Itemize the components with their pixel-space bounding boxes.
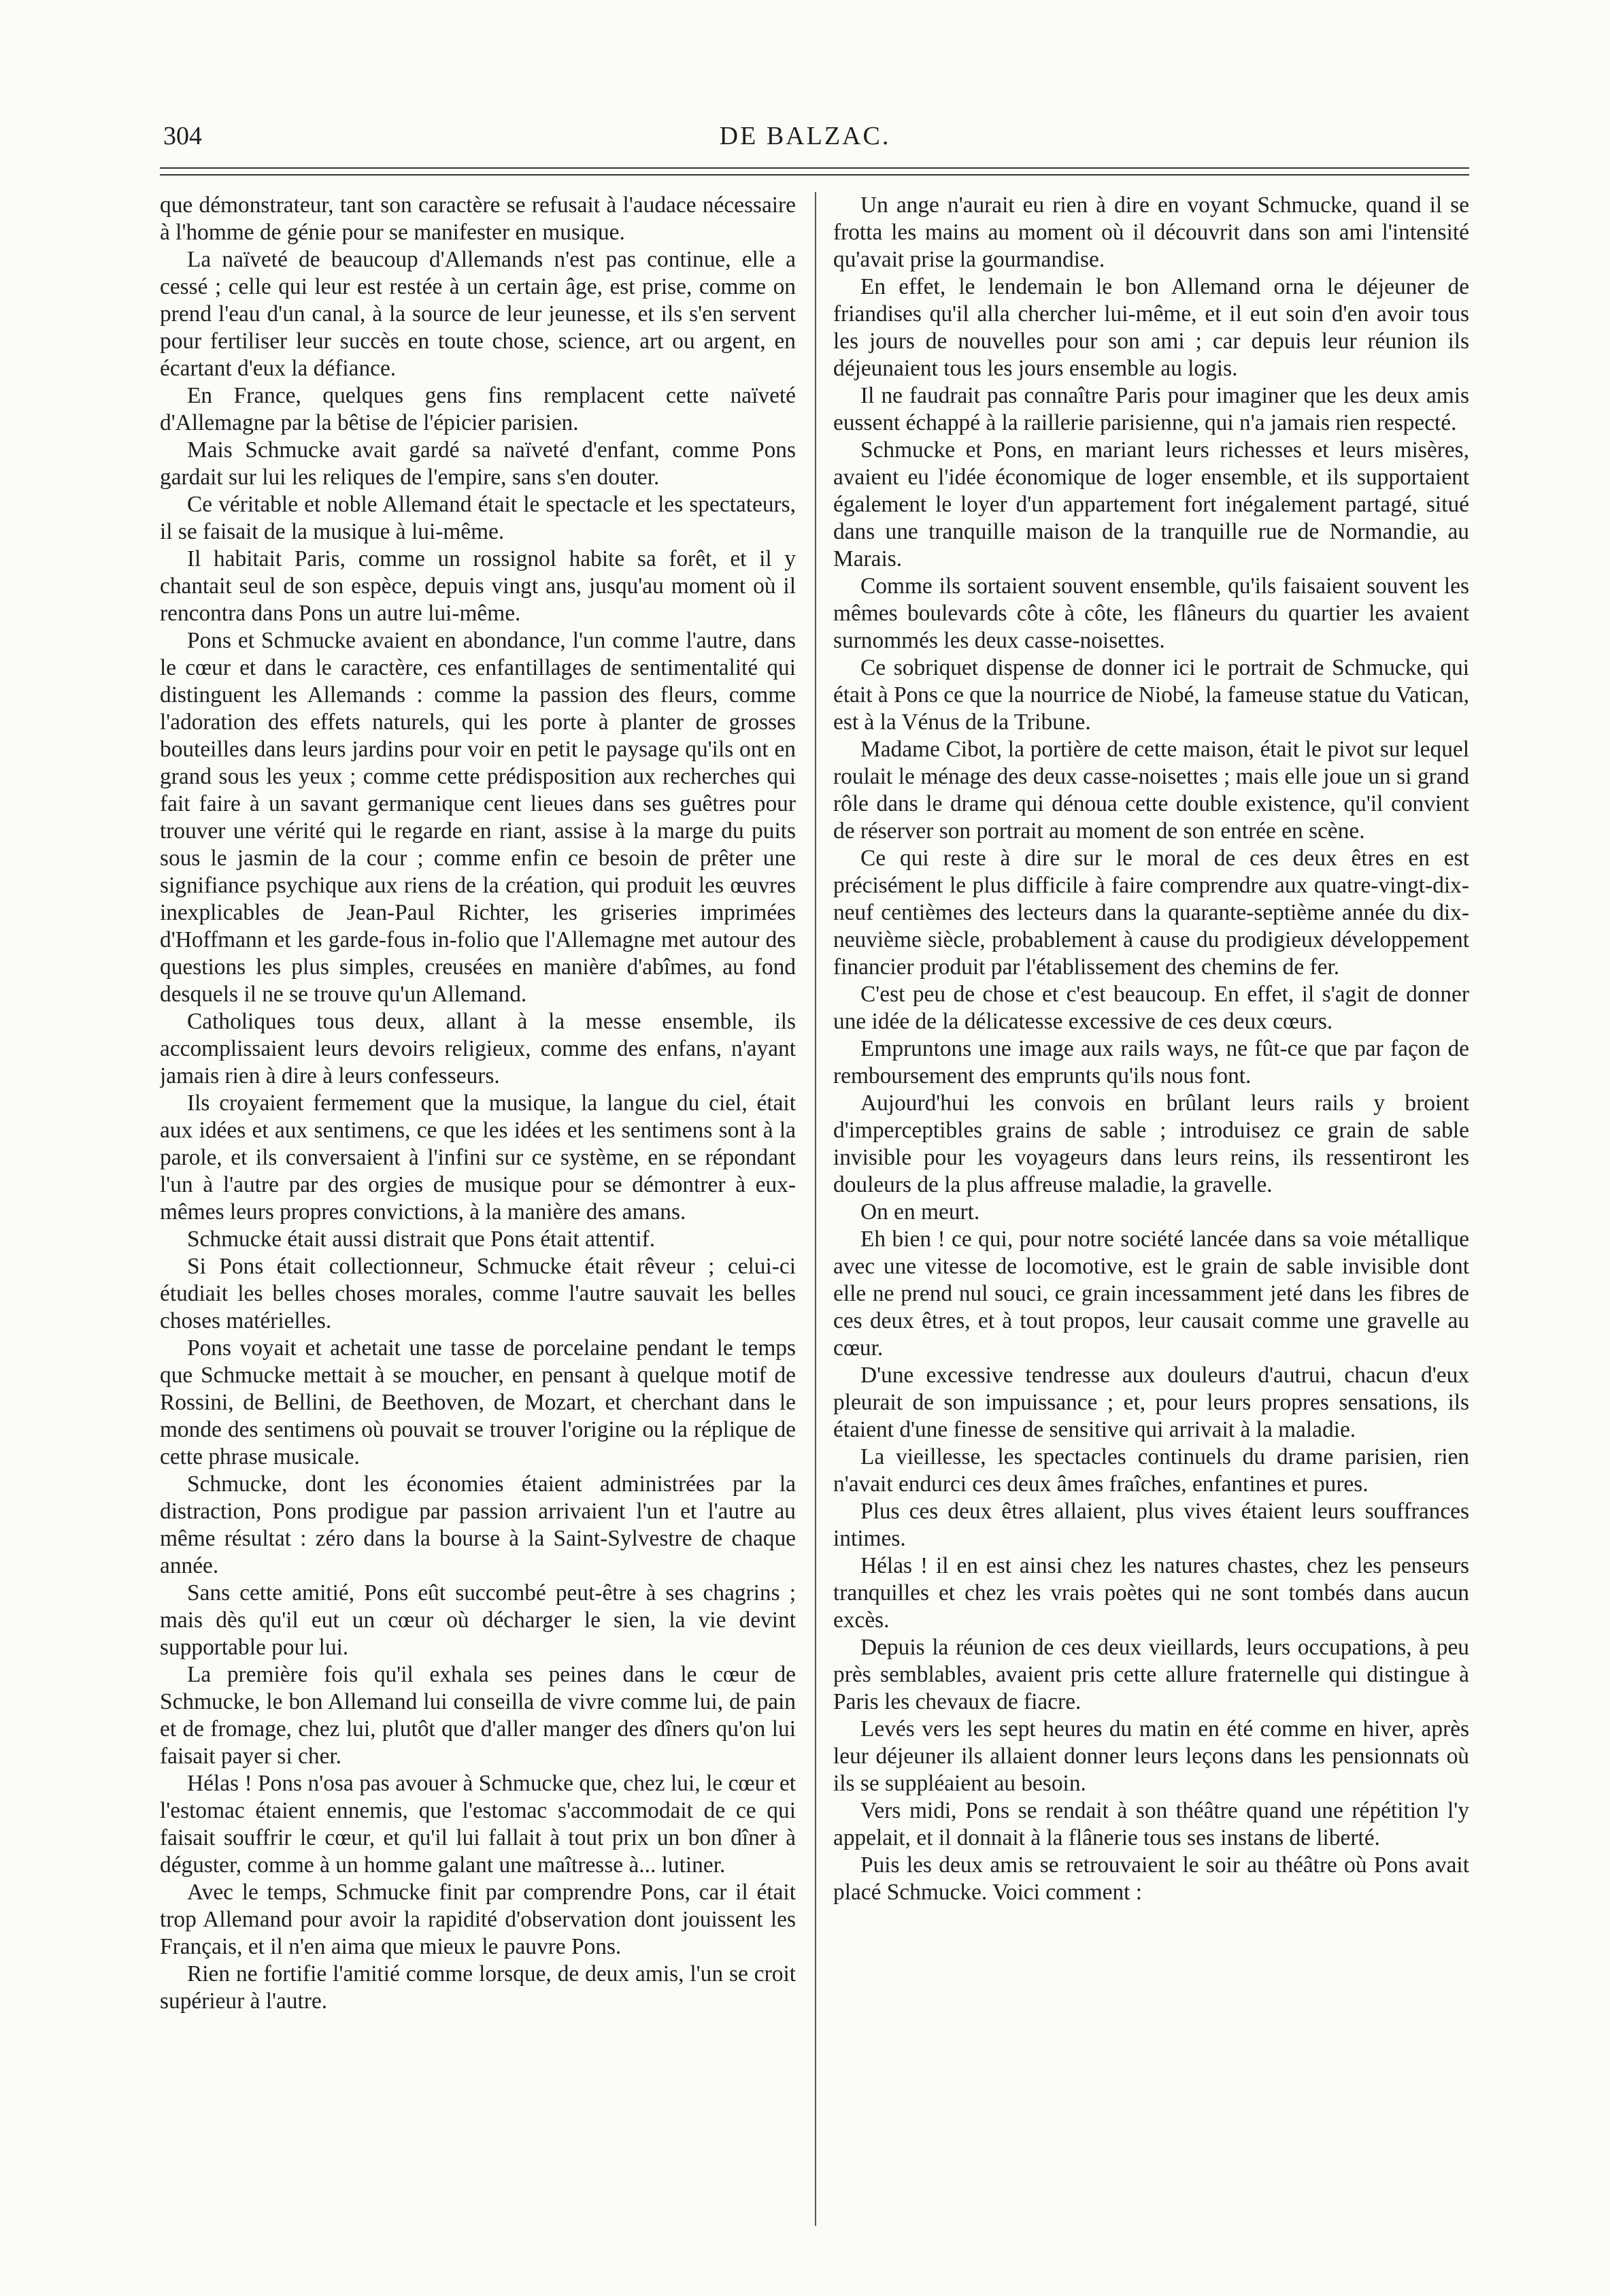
paragraph: La première fois qu'il exhala ses peines dans le cœur de Schmucke, le bon Allemand lui conseilla de vivre comme lui, de pain et de fromage, chez lui, plutôt que d'aller manger des dîners qu'on lui faisait payer si cher. xyxy=(160,1662,796,1769)
paragraph: Eh bien ! ce qui, pour notre société lancée dans sa voie métallique avec une vitesse de locomotive, est le grain de sable invisible dont elle ne prend nul souci, ce grain incessamment jeté dans les fibres de ces deux êtres, et à tout propos, leur causait comme une gravelle au cœur. xyxy=(833,1227,1469,1361)
paragraph: Avec le temps, Schmucke finit par comprendre Pons, car il était trop Allemand pour avoir la rapidité d'observation dont jouissent les Français, et il n'en aima que mieux le pauvre Pons. xyxy=(160,1880,796,1959)
header-rule-top xyxy=(160,167,1469,169)
paragraph: Hélas ! il en est ainsi chez les natures chastes, chez les penseurs tranquilles et chez les vrais poètes qui ne sont tombés dans aucun excès. xyxy=(833,1553,1469,1633)
paragraph: Pons et Schmucke avaient en abondance, l'un comme l'autre, dans le cœur et dans le caractère, ces enfantillages de sentimentalité qui distinguent les Allemands : comme la passion des fleurs, comme l'adoration des effets naturels, qui les porte à planter de grosses bouteilles dans leurs jardins pour voir en petit le paysage qu'ils ont en grand sous les yeux ; comme cette prédisposition aux recherches qui fait faire à un savant germanique cent lieues dans ses guêtres pour trouver une vérité qui le regarde en riant, assise à la marge du puits sous le jasmin de la cour ; comme enfin ce besoin de prêter une signifiance psychique aux riens de la création, qui produit les œuvres inexplicables de Jean-Paul Richter, les griseries imprimées d'Hoffmann et les garde-fous in-folio que l'Allemagne met autour des questions les plus simples, creusées en manière d'abîmes, au fond desquels il ne se trouve qu'un Allemand. xyxy=(160,628,796,1007)
paragraph: Si Pons était collectionneur, Schmucke était rêveur ; celui-ci étudiait les belles choses morales, comme l'autre sauvait les belles choses matérielles. xyxy=(160,1254,796,1333)
paragraph: Rien ne fortifie l'amitié comme lorsque, de deux amis, l'un se croit supérieur à l'autre. xyxy=(160,1961,796,2014)
header-rule-bottom xyxy=(160,174,1469,176)
paragraph: Plus ces deux êtres allaient, plus vives étaient leurs souffrances intimes. xyxy=(833,1499,1469,1551)
paragraph: La naïveté de beaucoup d'Allemands n'est pas continue, elle a cessé ; celle qui leur est restée à un certain âge, est prise, comme on prend l'eau d'un canal, à la source de leur jeunesse, et ils s'en servent pour fertiliser leur succès en toute chose, science, art ou argent, en écartant d'eux la défiance. xyxy=(160,247,796,381)
paragraph: Depuis la réunion de ces deux vieillards, leurs occupations, à peu près semblables, avaient pris cette allure fraternelle qui distingue à Paris les chevaux de fiacre. xyxy=(833,1635,1469,1714)
page-number: 304 xyxy=(163,122,202,150)
paragraph: Mais Schmucke avait gardé sa naïveté d'enfant, comme Pons gardait sur lui les reliques de l'empire, sans s'en douter. xyxy=(160,437,796,490)
right-column xyxy=(833,192,1469,2240)
running-head: DE BALZAC. xyxy=(719,122,891,150)
paragraph: En France, quelques gens fins remplacent cette naïveté d'Allemagne par la bêtise de l'épicier parisien. xyxy=(160,383,796,435)
paragraph: Un ange n'aurait eu rien à dire en voyant Schmucke, quand il se frotta les mains au moment où il découvrit dans son ami l'intensité qu'avait prise la gourmandise. xyxy=(833,193,1469,272)
paragraph: Ce véritable et noble Allemand était le spectacle et les spectateurs, il se faisait de la musique à lui-même. xyxy=(160,492,796,544)
paragraph: La vieillesse, les spectacles continuels du drame parisien, rien n'avait endurci ces deux âmes fraîches, enfantines et pures. xyxy=(833,1444,1469,1497)
paragraph: Catholiques tous deux, allant à la messe ensemble, ils accomplissaient leurs devoirs religieux, comme des enfans, n'ayant jamais rien à dire à leurs confesseurs. xyxy=(160,1009,796,1088)
paragraph: Il habitait Paris, comme un rossignol habite sa forêt, et il y chantait seul de son espèce, depuis vingt ans, jusqu'au moment où il rencontra dans Pons un autre lui-même. xyxy=(160,546,796,626)
paragraph: Schmucke, dont les économies étaient administrées par la distraction, Pons prodigue par passion arrivaient l'un et l'autre au même résultat : zéro dans la bourse à la Saint-Sylvestre de chaque année. xyxy=(160,1471,796,1578)
paragraph: Puis les deux amis se retrouvaient le soir au théâtre où Pons avait placé Schmucke. Voici comment : xyxy=(833,1852,1469,1905)
paragraph: D'une excessive tendresse aux douleurs d'autrui, chacun d'eux pleurait de son impuissance ; et, pour leurs propres sensations, ils étaient d'une finesse de sensitive qui arrivait à la maladie. xyxy=(833,1363,1469,1442)
paragraph: Aujourd'hui les convois en brûlant leurs rails y broient d'imperceptibles grains de sable ; introduisez ce grain de sable invisible pour les voyageurs dans leurs reins, ils ressentiront les douleurs de la plus affreuse maladie, la gravelle. xyxy=(833,1091,1469,1197)
paragraph: C'est peu de chose et c'est beaucoup. En effet, il s'agit de donner une idée de la délicatesse excessive de ces deux cœurs. xyxy=(833,982,1469,1034)
paragraph: que démonstrateur, tant son caractère se refusait à l'audace nécessaire à l'homme de génie pour se manifester en musique. xyxy=(160,193,796,245)
paragraph: On en meurt. xyxy=(860,1199,980,1225)
paragraph: Comme ils sortaient souvent ensemble, qu'ils faisaient souvent les mêmes boulevards côte à côte, les flâneurs du quartier les avaient surnommés les deux casse-noisettes. xyxy=(833,573,1469,653)
paragraph: Schmucke et Pons, en mariant leurs richesses et leurs misères, avaient eu l'idée économique de loger ensemble, et ils supportaient également le loyer d'un appartement fort inégalement partagé, situé dans une tranquille maison de la tranquille rue de Normandie, au Marais. xyxy=(833,437,1469,571)
paragraph: Il ne faudrait pas connaître Paris pour imaginer que les deux amis eussent échappé à la raillerie parisienne, qui n'a jamais rien respecté. xyxy=(833,383,1469,435)
paragraph: Sans cette amitié, Pons eût succombé peut-être à ses chagrins ; mais dès qu'il eut un cœur où décharger le sien, la vie devint supportable pour lui. xyxy=(160,1580,796,1660)
paragraph: Vers midi, Pons se rendait à son théâtre quand une répétition l'y appelait, et il donnait à la flânerie tous ses instans de liberté. xyxy=(833,1798,1469,1850)
paragraph: Pons voyait et achetait une tasse de porcelaine pendant le temps que Schmucke mettait à se moucher, en pensant à quelque motif de Rossini, de Bellini, de Beethoven, de Mozart, et cherchant dans le monde des sentimens où pouvait se trouver l'origine ou la réplique de cette phrase musicale. xyxy=(160,1335,796,1469)
paragraph: Ce qui reste à dire sur le moral de ces deux êtres en est précisément le plus difficile à faire comprendre aux quatre-vingt-dix-neuf centièmes des lecteurs dans la quarante-septième année du dix-neuvième siècle, probablement à cause du prodigieux développement financier produit par l'établissement des chemins de fer. xyxy=(833,846,1469,980)
left-column xyxy=(160,192,796,2240)
paragraph: En effet, le lendemain le bon Allemand orna le déjeuner de friandises qu'il alla chercher lui-même, et il eut soin d'en avoir tous les jours de nouvelles pour son ami ; car depuis leur réunion ils déjeunaient tous les jours ensemble au logis. xyxy=(833,274,1469,381)
paragraph: Madame Cibot, la portière de cette maison, était le pivot sur lequel roulait le ménage des deux casse-noisettes ; mais elle joue un si grand rôle dans le drame qui dénoua cette double existence, qu'il convient de réserver son portrait au moment de son entrée en scène. xyxy=(833,737,1469,844)
paragraph: Ils croyaient fermement que la musique, la langue du ciel, était aux idées et aux sentimens, ce que les idées et les sentimens sont à la parole, et ils conversaient à l'infini sur ce système, en se répondant l'un à l'autre par des orgies de musique pour se démontrer à eux-mêmes leurs propres convictions, à la manière des amans. xyxy=(160,1091,796,1225)
paragraph: Levés vers les sept heures du matin en été comme en hiver, après leur déjeuner ils allaient donner leurs leçons dans les pensionnats où ils se suppléaient au besoin. xyxy=(833,1716,1469,1796)
paragraph: Schmucke était aussi distrait que Pons était attentif. xyxy=(187,1227,656,1252)
column-divider xyxy=(815,192,816,2226)
paragraph: Hélas ! Pons n'osa pas avouer à Schmucke que, chez lui, le cœur et l'estomac étaient ennemis, que l'estomac s'accommodait de ce qui faisait souffrir le cœur, et qu'il lui fallait à tout prix un bon dîner à déguster, comme à un homme galant une maîtresse à... lutiner. xyxy=(160,1771,796,1878)
paragraph: Ce sobriquet dispense de donner ici le portrait de Schmucke, qui était à Pons ce que la nourrice de Niobé, la fameuse statue du Vatican, est à la Vénus de la Tribune. xyxy=(833,655,1469,735)
paragraph: Empruntons une image aux rails ways, ne fût-ce que par façon de remboursement des emprunts qu'ils nous font. xyxy=(833,1036,1469,1088)
